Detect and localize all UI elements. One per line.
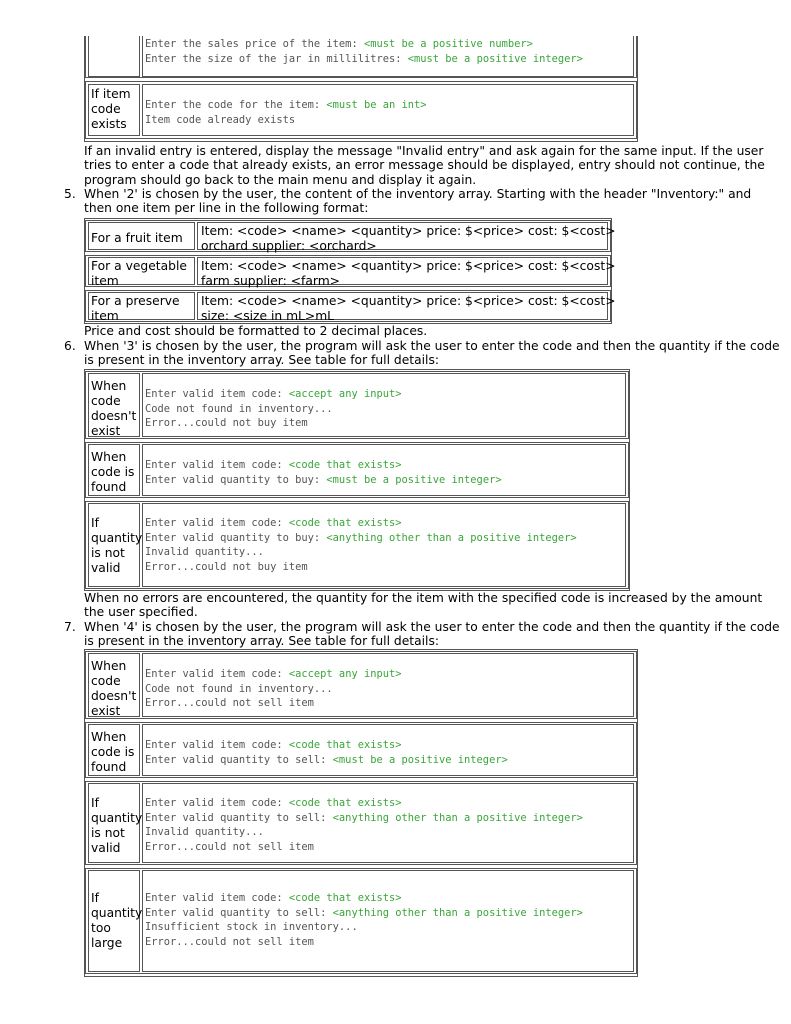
item7-text: When '4' is chosen by the user, the program will ask the user to enter the code and then the quantity if the code is present in the inventory array. See table for full details: [84,620,780,649]
console-output: Enter the code for the item: <must be an int> Item code already exists [142,84,634,136]
row-label: For a fruit item [88,222,195,250]
sell-row-code-missing [85,651,637,719]
list-number-7: 7. [64,620,76,634]
format-row-vegetable [85,255,616,288]
row-label: When code is found [88,724,140,776]
console-output: Enter valid item code: <code that exists> Enter valid quantity to buy: <anything other than a positive integer> Invalid quantity... Error...could not buy item [142,503,626,587]
format-text: Item: <code> <name> <quantity> price: $<price> cost: $<cost> size: <size in mL>mL [197,292,608,320]
format-text: Item: <code> <name> <quantity> price: $<price> cost: $<cost> farm supplier: <farm> [197,257,608,285]
row-label: When code doesn't exist [88,653,140,717]
format-row-fruit [85,220,616,253]
list-number-6: 6. [64,339,76,353]
buy-table [84,369,630,591]
row-label: If quantity too large [88,870,140,972]
row-label: For a vegetable item [88,257,195,285]
buy-row-code-missing [85,371,629,439]
top-table [84,36,638,142]
row-label: When code doesn't exist [88,373,140,437]
sell-table [84,649,638,977]
console-output: Enter valid item code: <code that exists> Enter valid quantity to sell: <must be a positive integer> [142,724,634,776]
console-output: Enter valid item code: <code that exists> Enter valid quantity to sell: <anything other than a positive integer> Invalid quantity... Error...could not sell item [142,783,634,863]
item5-after-text: Price and cost should be formatted to 2 decimal places. [84,324,428,338]
row-label: When code is found [88,444,140,496]
top-table-row-1 [85,36,637,78]
console-output: Enter valid item code: <code that exists> Enter valid quantity to buy: <must be a positive integer> [142,444,626,496]
buy-row-code-found [85,442,629,498]
row-label: If quantity is not valid [88,783,140,863]
top-table-row-2 [85,81,637,139]
sell-row-quantity-too-large [85,868,637,974]
format-table [84,218,616,324]
item6-after-text: When no errors are encountered, the quantity for the item with the specified code is increased by the amount the user specified. [84,591,763,620]
console-output: Enter valid item code: <accept any input> Code not found in inventory... Error...could not buy item [142,373,626,437]
sell-row-invalid-quantity [85,781,637,865]
sell-row-code-found [85,722,637,778]
invalid-entry-paragraph: If an invalid entry is entered, display the message "Invalid entry" and ask again for the same input. If the user tries to enter a code that already exists, an error message should be displayed, entry should not continue, the program should go back to the main menu and display it again. [84,144,765,187]
list-number-5: 5. [64,187,76,201]
console-output: Enter valid item code: <accept any input> Code not found in inventory... Error...could not sell item [142,653,634,717]
format-text: Item: <code> <name> <quantity> price: $<price> cost: $<cost> orchard supplier: <orchard> [197,222,608,250]
format-row-preserve [85,290,616,323]
item5-text: When '2' is chosen by the user, the content of the inventory array. Starting with the header "Inventory:" and then one item per line in the following format: [84,187,752,216]
row-label: If quantity is not valid [88,503,140,587]
item6-text: When '3' is chosen by the user, the program will ask the user to enter the code and then the quantity if the code is present in the inventory array. See table for full details: [84,339,780,368]
buy-row-invalid-quantity [85,501,629,589]
row-label [88,36,140,77]
row-label: If item code exists [88,84,140,136]
console-output: Enter valid item code: <code that exists> Enter valid quantity to sell: <anything other than a positive integer> Insufficient stock in inventory... Error...could not sell item [142,870,634,972]
console-output: Enter the sales price of the item: <must be a positive number> Enter the size of the jar in millilitres: <must be a positive integer> [142,36,634,77]
row-label: For a preserve item [88,292,195,320]
